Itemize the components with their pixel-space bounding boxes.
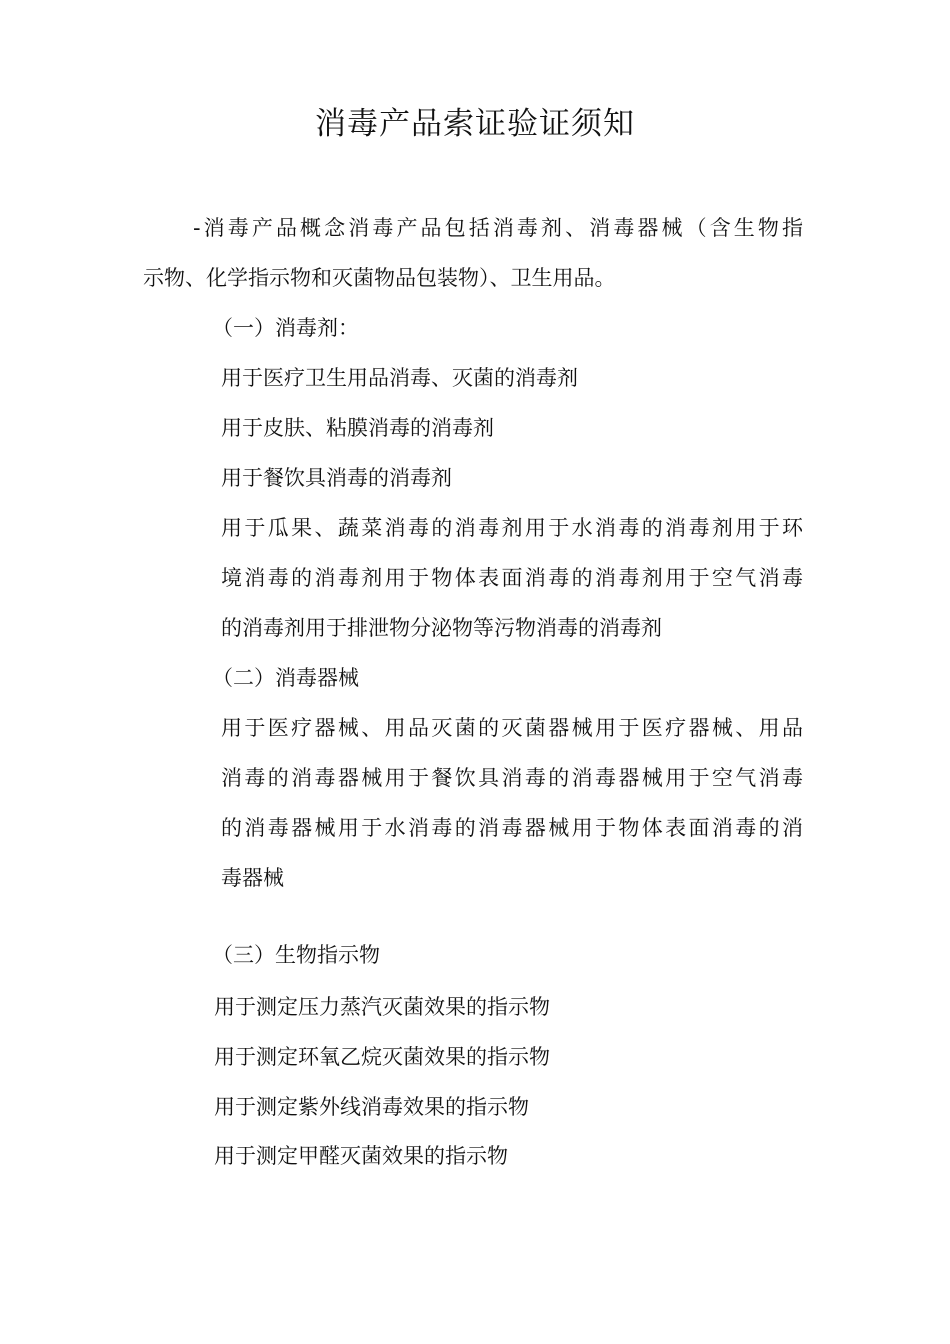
document-title: 消毒产品索证验证须知 <box>315 106 635 142</box>
section3-item: 用于测定紫外线消毒效果的指示物 <box>214 1095 529 1119</box>
section1-paragraph-line: 用于瓜果、蔬菜消毒的消毒剂用于水消毒的消毒剂用于环 <box>221 516 803 540</box>
intro-line-2: 示物、化学指示物和灭菌物品包装物）、卫生用品。 <box>143 266 616 290</box>
section3-heading: （三）生物指示物 <box>212 943 380 967</box>
section2-heading: （二）消毒器械 <box>212 666 359 690</box>
section2-paragraph-line: 消毒的消毒器械用于餐饮具消毒的消毒器械用于空气消毒 <box>221 766 803 790</box>
section1-paragraph-line: 境消毒的消毒剂用于物体表面消毒的消毒剂用于空气消毒 <box>221 566 803 590</box>
section3-item: 用于测定甲醛灭菌效果的指示物 <box>214 1144 508 1168</box>
section3-item: 用于测定压力蒸汽灭菌效果的指示物 <box>214 995 550 1019</box>
section1-paragraph-line: 的消毒剂用于排泄物分泌物等污物消毒的消毒剂 <box>221 616 662 640</box>
section2-paragraph-line: 毒器械 <box>221 866 284 890</box>
intro-line-1: -消毒产品概念消毒产品包括消毒剂、消毒器械（含生物指 <box>193 216 803 240</box>
section2-paragraph-line: 的消毒器械用于水消毒的消毒器械用于物体表面消毒的消 <box>221 816 803 840</box>
section1-item: 用于医疗卫生用品消毒、灭菌的消毒剂 <box>221 366 578 390</box>
section2-paragraph-line: 用于医疗器械、用品灭菌的灭菌器械用于医疗器械、用品 <box>221 716 803 740</box>
section1-item: 用于皮肤、粘膜消毒的消毒剂 <box>221 416 494 440</box>
section1-item: 用于餐饮具消毒的消毒剂 <box>221 466 452 490</box>
section3-item: 用于测定环氧乙烷灭菌效果的指示物 <box>214 1045 550 1069</box>
section1-heading: （一）消毒剂： <box>212 316 359 340</box>
